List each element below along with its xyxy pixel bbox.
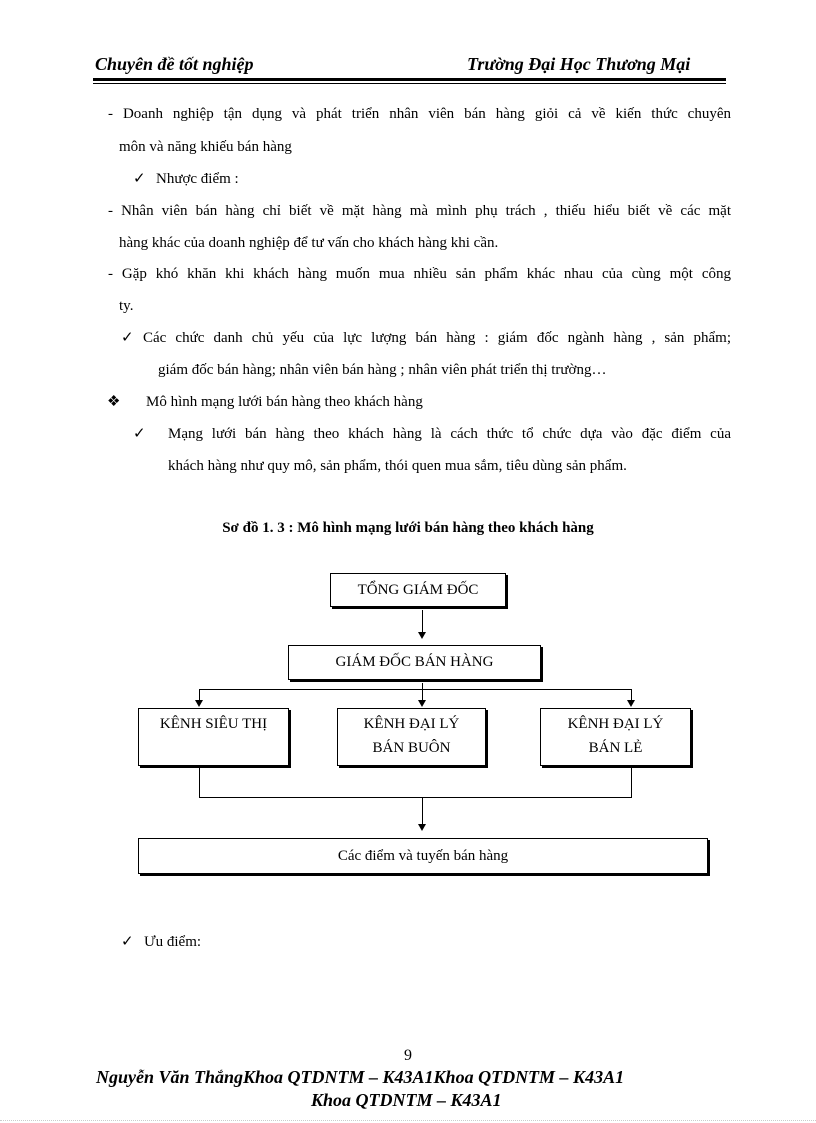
paragraph-1-line-2: môn và năng khiếu bán hàng [119,139,292,155]
header-rule-thin [93,83,726,84]
page-number: 9 [404,1047,412,1064]
ceo-label: TỔNG GIÁM ĐỐC [357,582,479,598]
channel-retail-label-1: KÊNH ĐẠI LÝ [567,716,664,732]
paragraph-6-line-2: khách hàng như quy mô, sản phẩm, thói quen mua sắm, tiêu dùng sản phẩm. [168,458,627,474]
arrow-down-icon [418,632,426,639]
branch-line [199,689,632,690]
paragraph-4-line-2: giám đốc bán hàng; nhân viên bán hàng ; nhân viên phát triển thị trường… [158,362,607,378]
section-heading: Mô hình mạng lưới bán hàng theo khách hàng [146,394,423,410]
channel-retail-label-2: BÁN LẺ [588,740,643,756]
channel-retail-box [540,708,691,766]
ceo-box [330,573,506,607]
paragraph-4-line-1: Các chức danh chủ yếu của lực lượng bán hàng : giám đốc ngành hàng , sản phẩm; [143,330,731,346]
footer-line-2: Khoa QTDNTM – K43A1 [311,1090,502,1110]
channel-wholesale-label-2: BÁN BUÔN [372,740,451,756]
advantage-label: Ưu điểm: [144,934,202,950]
connector-line [422,683,423,701]
sales-director-label: GIÁM ĐỐC BÁN HÀNG [335,654,494,670]
connector-line [631,768,632,798]
channel-supermarket-label: KÊNH SIÊU THỊ [159,716,268,732]
paragraph-2-line-2: hàng khác của doanh nghiệp để tư vấn cho khách hàng khi cần. [119,235,499,251]
arrow-down-icon [418,824,426,831]
merge-line [199,797,632,798]
page-edge [0,1120,816,1121]
sales-points-box [138,838,708,874]
header-right: Trường Đại Học Thương Mại [467,54,691,74]
channel-wholesale-label-1: KÊNH ĐẠI LÝ [363,716,460,732]
paragraph-6-line-1: Mạng lưới bán hàng theo khách hàng là cách thức tổ chức dựa vào đặc điểm của [168,426,731,442]
paragraph-1-line-1: - Doanh nghiệp tận dụng và phát triển nhân viên bán hàng giỏi cả về kiến thức chuyên [108,106,731,122]
paragraph-3-line-2: ty. [119,298,134,314]
check-icon: ✓ [133,426,146,442]
sales-points-label: Các điểm và tuyến bán hàng [337,848,509,864]
check-icon: ✓ [121,330,134,346]
check-icon: ✓ [121,934,134,950]
connector-line [199,768,200,798]
arrow-down-icon [418,700,426,707]
diamond-bullet-icon: ❖ [107,394,121,410]
header-left: Chuyên đề tốt nghiệp [95,54,254,74]
paragraph-2-line-1: - Nhân viên bán hàng chỉ biết về mặt hàng mà mình phụ trách , thiếu hiểu biết về các mặt [108,203,731,219]
footer-line-1: Nguyễn Văn ThắngKhoa QTDNTM – K43A1Khoa QTDNTM – K43A1 [96,1067,625,1087]
channel-wholesale-box [337,708,486,766]
connector-line [422,797,423,825]
sales-director-box [288,645,541,680]
arrow-down-icon [195,700,203,707]
check-icon: ✓ [133,171,146,187]
channel-supermarket-box [138,708,289,766]
arrow-down-icon [627,700,635,707]
connector-line [422,610,423,633]
header-rule [93,78,726,81]
paragraph-3-line-1: - Gặp khó khăn khi khách hàng muốn mua nhiều sản phẩm khác nhau của cùng một công [108,266,731,282]
diagram-caption: Sơ đồ 1. 3 : Mô hình mạng lưới bán hàng theo khách hàng [222,520,594,536]
nhuoc-diem-label: Nhược điểm : [156,171,239,187]
